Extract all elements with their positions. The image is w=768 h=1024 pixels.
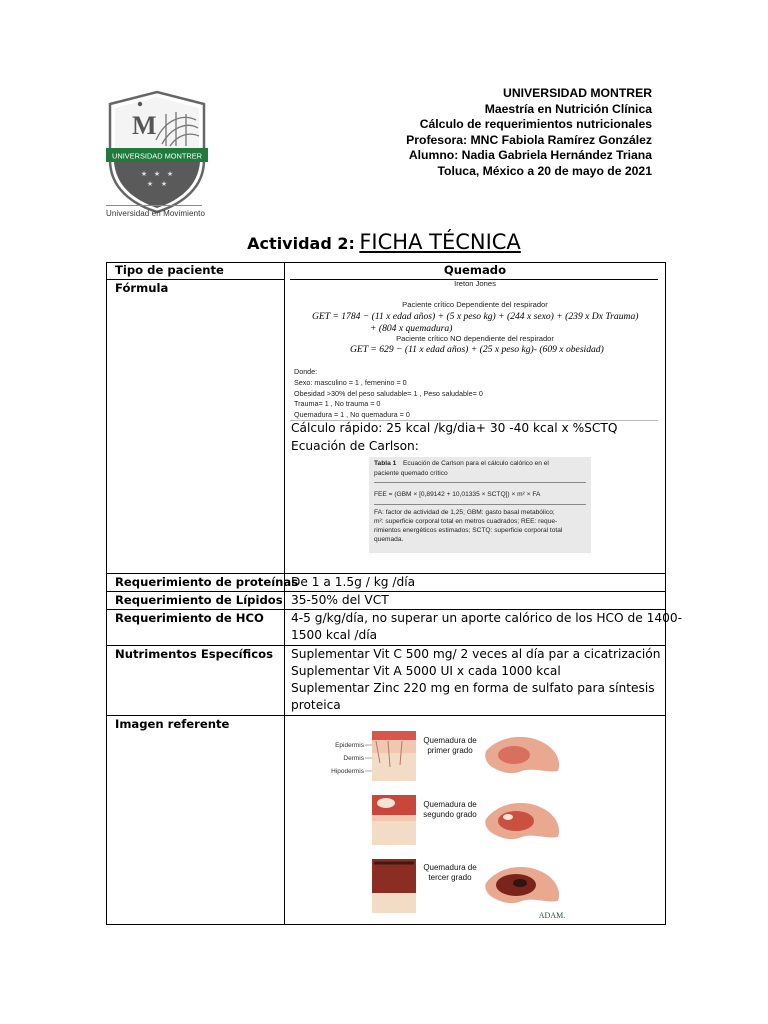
header-course: Cálculo de requerimientos nutricionales [419,117,652,132]
value-nutrient-line: Suplementar Vit C 500 mg/ 2 veces al día par a cicatrización [291,647,661,661]
value-nutrient-line: Suplementar Vit A 5000 UI x cada 1000 kcal [291,664,561,678]
header-teacher: Profesora: MNC Fabiola Ramírez González [406,132,652,147]
formula-nondependent-title: Paciente crítico NO dependiente del respirador [396,334,554,343]
svg-text:★: ★ [160,180,168,188]
carlson-note: FA: factor de actividad de 1,25; GBM: gasto basal metabólico; [374,509,555,516]
formula-def: Quemadura = 1 , No quemadura = 0 [294,410,410,419]
carlson-table-label: Tabla 1 [374,460,397,467]
formula-ireton-jones [290,279,660,422]
burn-caption: Quemadura de [423,863,477,872]
layer-label: Epidermis [335,742,364,749]
hand-second-degree [485,803,559,839]
label-lipids: Requerimiento de Lípidos [115,593,283,607]
label-hco: Requerimiento de HCO [115,611,264,625]
carlson-equation-table [369,457,591,553]
hand-first-degree [485,737,559,773]
quick-calculation: Cálculo rápido: 25 kcal /kg/dia+ 30 -40 kcal x %SCTQ [291,421,618,435]
value-protein: De 1 a 1.5g / kg /día [291,575,416,589]
carlson-note: rimientos energéticos estimados; SCTQ: superficie corporal total [374,527,563,534]
carlson-note: quemada. [374,536,404,543]
label-specific-nutrients: Nutrimentos Específicos [115,647,273,661]
value-nutrient-line: Suplementar Zinc 220 mg en forma de sulfato para síntesis [291,681,655,695]
carlson-rule [374,504,586,505]
skin-cross-section-2nd [372,795,416,845]
university-logo [104,90,210,220]
logo-tagline: Universidad en Movimiento [106,209,205,218]
formula-def: Sexo: masculino = 1 , femenino = 0 [294,378,407,387]
title-prefix: Actividad 2: [247,234,355,253]
formula-def: Trauma= 1 , No trauma = 0 [294,399,381,408]
table-column-divider [284,262,285,925]
formula-dependent-eq-2: + (804 x quemadura) [370,323,453,334]
svg-text:★: ★ [140,170,148,178]
header-student: Alumno: Nadia Gabriela Hernández Triana [408,148,652,163]
value-hco-line: 4-5 g/kg/día, no superar un aporte calórico de los HCO de 1400- [291,611,683,625]
label-protein: Requerimiento de proteínas [115,575,299,589]
table-border-left [106,262,107,925]
carlson-table-caption: Ecuación de Carlson para el cálculo calórico en el [403,460,549,467]
title-main: FICHA TÉCNICA [359,230,521,254]
page-title [0,230,768,254]
header-place-date: Toluca, México a 20 de mayo de 2021 [437,163,652,178]
technical-sheet-table [106,262,683,925]
illustration-credit: ADAM. [538,911,566,920]
formula-nondependent-eq: GET = 629 − (11 x edad años) + (25 x peso kg)- (609 x obesidad) [350,344,604,355]
formula-dependent-title: Paciente crítico Dependiente del respirador [402,300,548,309]
label-reference-image: Imagen referente [115,717,230,731]
burn-degrees-illustration [326,723,571,921]
carlson-table-caption: paciente quemado crítico [374,470,448,477]
table-rule [106,279,284,280]
value-patient-type: Quemado [443,263,507,277]
skin-cross-section-3rd [372,859,416,913]
svg-text:UNIVERSIDAD MONTRER: UNIVERSIDAD MONTRER [112,151,202,161]
skin-cross-section-1st [372,731,416,781]
hand-third-degree [485,867,559,903]
carlson-heading: Ecuación de Carlson: [291,439,419,453]
header-program: Maestría en Nutrición Clínica [484,101,652,116]
formula-author: Ireton Jones [454,279,496,288]
table-rule [106,715,666,716]
formula-dependent-eq-1: GET = 1784 − (11 x edad años) + (5 x peso kg) + (244 x sexo) + (239 x Dx Trauma) [312,311,639,322]
document-header [406,86,652,180]
svg-text:★: ★ [166,170,174,178]
value-lipids: 35-50% del VCT [291,593,389,607]
burn-caption: tercer grado [428,873,472,882]
logo-divider [106,205,202,206]
value-nutrient-line: proteica [291,698,341,712]
formula-def: Obesidad >30% del peso saludable= 1 , Peso saludable= 0 [294,389,483,398]
table-border-right [665,262,666,925]
burn-caption: segundo grado [423,810,477,819]
layer-label: Hipodermis [331,768,364,775]
value-hco-line: 1500 kcal /día [291,628,378,642]
svg-text:★: ★ [146,180,154,188]
formula-where: Donde: [294,367,318,376]
carlson-equation: FEE = (GBM × [0,89142 + 10,01335 × SCTQ]) × m² × FA [374,491,541,498]
label-patient-type: Tipo de paciente [115,263,224,277]
table-border-bottom [106,924,666,925]
label-formula: Fórmula [115,281,169,295]
layer-label: Dermis [343,755,364,762]
carlson-rule [374,482,586,483]
svg-text:★: ★ [153,170,161,178]
carlson-note: m²: superficie corporal total en metros cuadrados; REE: reque- [374,518,558,525]
svg-text:M: M [132,111,157,140]
burn-caption: Quemadura de [423,800,477,809]
header-university: UNIVERSIDAD MONTRER [503,86,652,100]
burn-caption: Quemadura de [423,736,477,745]
burn-caption: primer grado [427,746,473,755]
